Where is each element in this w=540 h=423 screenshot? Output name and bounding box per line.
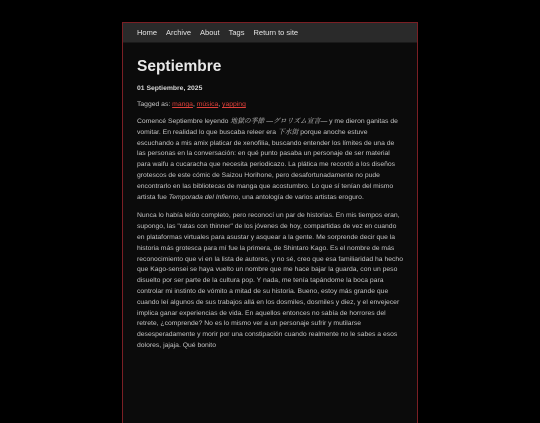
top-navbar (123, 23, 417, 43)
page-frame (122, 22, 418, 423)
post-paragraph-1: Comencé Septiembre leyendo 地獄の季節 ―グロリズム宣言― y me dieron ganitas de vomitar. En realidad lo que buscaba releer era 下水街 porque anoche estuve escuchando a mis amix platicar de xenofilia, buscando entender los límites de una de las personas en la conversación: en qué punto pasaba un personaje de ser material para waifu a cucaracha que necesita periodicazo. La plática me recordó a los diseños grotescos de este cómic de Saizou Horihone, pero desafortunadamente no pude encontrarlo en las bibliotecas de manga que acostumbro. Lo que sí tenían del mismo artista fue Temporada del Infierno, una antología de varios artistas eroguro. (137, 118, 398, 201)
tag-link-manga[interactable]: manga (172, 101, 193, 108)
post-title: Septiembre (137, 58, 222, 75)
work-title-temporada: Temporada del Infierno (168, 193, 239, 201)
tag-link-yapping[interactable]: yapping (222, 101, 246, 108)
post-date: 01 Septiembre, 2025 (137, 85, 203, 92)
post-paragraph-2: Nunca lo había leído completo, pero reconocí un par de historias. En mis tiempos eran, supongo, las "ratas con thinner" de los jóvenes de hoy, compartidas de vez en cuando en plataformas virtuales para asustar y asquear a la gente. Me sorprende decir que la historia más grotesca para mí fue la primera, de Shintaro Kago. Es el nombre de más reconocimiento que vi en la lista de autores, y no sé, creo que esa familiaridad ha hecho que Kago-sensei se haya vuelto un nombre que me hace bajar la guarda, con un peso disuelto por ser parte de la cultura pop. Y nada, me tenía tapándome la boca para controlar mi instinto de vómito a mitad de su historia. Bueno, estoy más grande que cuando leí algunos de sus trabajos allá en los dosmiles, dosmiles y diez, y el envejecer implica ganar experiencias de vida. En aquellos entonces no sabía de horrores del retrete, ¿comprende? No es lo mismo ver a un personaje sufrir y mutilarse desesperadamente y morir por una constipación cuando realmente no le sabes a esos dolores, jajaja. Qué bonito (137, 212, 403, 349)
nav-about-link[interactable]: About (200, 28, 220, 37)
post-tags: Tagged as: manga, música, yapping (137, 101, 246, 108)
post-content (123, 43, 417, 352)
tag-link-musica[interactable]: música (196, 101, 219, 108)
nav-archive-link[interactable]: Archive (166, 28, 192, 37)
tags-label: Tagged as: (137, 101, 171, 108)
work-title-gesuigai: 下水街 (277, 128, 299, 136)
work-title-jigoku: 地獄の季節 ―グロリズム宣言― (230, 118, 328, 125)
nav-tags-link[interactable]: Tags (228, 28, 245, 37)
nav-home-link[interactable]: Home (137, 28, 158, 37)
nav-return-link[interactable]: Return to site (253, 28, 299, 37)
